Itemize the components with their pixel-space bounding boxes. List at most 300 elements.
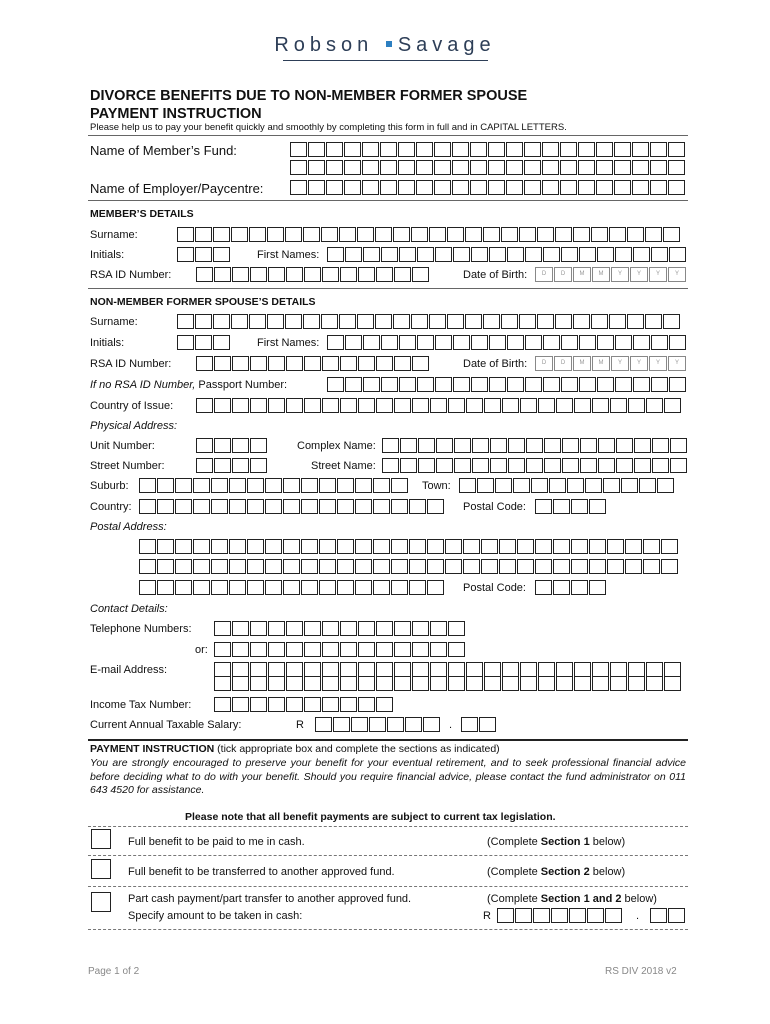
char-box[interactable] [231,314,248,329]
option-transfer-checkbox[interactable] [91,859,111,879]
char-box[interactable] [445,539,462,554]
dob-char-box[interactable]: D [535,267,553,282]
char-box[interactable] [409,499,426,514]
char-box[interactable] [326,160,343,175]
char-box[interactable] [193,478,210,493]
char-box[interactable] [560,142,577,157]
dob-char-box[interactable]: M [592,356,610,371]
char-box[interactable] [315,717,332,732]
char-box[interactable] [232,356,249,371]
dob-char-box[interactable]: M [573,356,591,371]
spouse-id-boxes[interactable] [196,356,430,371]
char-box[interactable] [434,160,451,175]
char-box[interactable] [232,438,249,453]
char-box[interactable] [196,267,213,282]
char-box[interactable] [357,227,374,242]
char-box[interactable] [435,335,452,350]
char-box[interactable] [436,458,453,473]
char-box[interactable] [506,180,523,195]
postal-code-2-boxes[interactable] [535,580,607,595]
char-box[interactable] [453,335,470,350]
char-box[interactable] [519,314,536,329]
char-box[interactable] [290,142,307,157]
char-box[interactable] [484,398,501,413]
char-box[interactable] [322,398,339,413]
char-box[interactable] [434,180,451,195]
char-box[interactable] [363,335,380,350]
char-box[interactable] [634,438,651,453]
char-box[interactable] [592,662,609,677]
char-box[interactable] [286,356,303,371]
char-box[interactable] [448,621,465,636]
char-box[interactable] [459,478,476,493]
char-box[interactable] [247,559,264,574]
char-box[interactable] [283,499,300,514]
char-box[interactable] [646,398,663,413]
char-box[interactable] [304,676,321,691]
char-box[interactable] [303,314,320,329]
char-box[interactable] [632,180,649,195]
char-box[interactable] [358,621,375,636]
char-box[interactable] [589,499,606,514]
char-box[interactable] [652,458,669,473]
char-box[interactable] [643,539,660,554]
char-box[interactable] [357,314,374,329]
char-box[interactable] [598,438,615,453]
char-box[interactable] [301,478,318,493]
char-box[interactable] [549,478,566,493]
char-box[interactable] [381,247,398,262]
char-box[interactable] [345,247,362,262]
char-box[interactable] [177,247,194,262]
dob-char-box[interactable]: Y [649,356,667,371]
char-box[interactable] [177,227,194,242]
char-box[interactable] [232,676,249,691]
dob-char-box[interactable]: D [554,267,572,282]
char-box[interactable] [553,539,570,554]
char-box[interactable] [447,314,464,329]
char-box[interactable] [139,539,156,554]
char-box[interactable] [668,142,685,157]
char-box[interactable] [651,377,668,392]
char-box[interactable] [488,180,505,195]
unit-number-boxes[interactable] [196,438,268,453]
char-box[interactable] [333,717,350,732]
char-box[interactable] [663,314,680,329]
char-box[interactable] [533,908,550,923]
char-box[interactable] [213,227,230,242]
char-box[interactable] [561,335,578,350]
char-box[interactable] [250,642,267,657]
char-box[interactable] [526,458,543,473]
specify-rand-boxes[interactable] [497,908,623,923]
char-box[interactable] [399,335,416,350]
char-box[interactable] [409,559,426,574]
char-box[interactable] [597,247,614,262]
char-box[interactable] [214,642,231,657]
dob-char-box[interactable]: M [573,267,591,282]
char-box[interactable] [650,160,667,175]
char-box[interactable] [483,314,500,329]
char-box[interactable] [535,559,552,574]
char-box[interactable] [286,398,303,413]
char-box[interactable] [609,227,626,242]
char-box[interactable] [394,267,411,282]
char-box[interactable] [484,662,501,677]
char-box[interactable] [326,180,343,195]
char-box[interactable] [249,227,266,242]
char-box[interactable] [301,559,318,574]
char-box[interactable] [195,335,212,350]
char-box[interactable] [597,377,614,392]
char-box[interactable] [177,335,194,350]
char-box[interactable] [524,160,541,175]
char-box[interactable] [399,377,416,392]
char-box[interactable] [453,247,470,262]
char-box[interactable] [616,438,633,453]
char-box[interactable] [651,247,668,262]
char-box[interactable] [625,539,642,554]
char-box[interactable] [650,908,667,923]
char-box[interactable] [211,539,228,554]
char-box[interactable] [358,697,375,712]
char-box[interactable] [391,559,408,574]
char-box[interactable] [229,559,246,574]
char-box[interactable] [551,908,568,923]
char-box[interactable] [322,662,339,677]
char-box[interactable] [452,180,469,195]
char-box[interactable] [340,662,357,677]
char-box[interactable] [661,539,678,554]
char-box[interactable] [571,580,588,595]
char-box[interactable] [175,478,192,493]
char-box[interactable] [531,478,548,493]
char-box[interactable] [283,478,300,493]
char-box[interactable] [520,398,537,413]
char-box[interactable] [573,227,590,242]
char-box[interactable] [358,642,375,657]
char-box[interactable] [214,697,231,712]
char-box[interactable] [452,160,469,175]
salary-rand-boxes[interactable] [315,717,441,732]
char-box[interactable] [663,227,680,242]
char-box[interactable] [321,314,338,329]
char-box[interactable] [610,676,627,691]
char-box[interactable] [375,314,392,329]
char-box[interactable] [430,621,447,636]
char-box[interactable] [517,539,534,554]
char-box[interactable] [268,356,285,371]
char-box[interactable] [322,642,339,657]
char-box[interactable] [628,398,645,413]
char-box[interactable] [327,377,344,392]
char-box[interactable] [448,662,465,677]
street-number-boxes[interactable] [196,458,268,473]
option-cash-checkbox[interactable] [91,829,111,849]
char-box[interactable] [265,499,282,514]
char-box[interactable] [571,539,588,554]
char-box[interactable] [610,662,627,677]
char-box[interactable] [213,247,230,262]
char-box[interactable] [589,580,606,595]
char-box[interactable] [580,438,597,453]
char-box[interactable] [213,335,230,350]
char-box[interactable] [391,478,408,493]
char-box[interactable] [562,458,579,473]
char-box[interactable] [394,356,411,371]
char-box[interactable] [434,142,451,157]
char-box[interactable] [465,227,482,242]
char-box[interactable] [358,398,375,413]
member-firstnames-boxes[interactable] [327,247,687,262]
char-box[interactable] [400,458,417,473]
char-box[interactable] [139,559,156,574]
char-box[interactable] [668,180,685,195]
char-box[interactable] [488,160,505,175]
char-box[interactable] [322,697,339,712]
char-box[interactable] [195,227,212,242]
char-box[interactable] [382,458,399,473]
char-box[interactable] [376,267,393,282]
dob-char-box[interactable]: Y [668,267,686,282]
char-box[interactable] [304,642,321,657]
char-box[interactable] [470,160,487,175]
char-box[interactable] [416,160,433,175]
char-box[interactable] [650,180,667,195]
char-box[interactable] [430,398,447,413]
char-box[interactable] [337,580,354,595]
char-box[interactable] [394,676,411,691]
char-box[interactable] [578,160,595,175]
char-box[interactable] [196,438,213,453]
char-box[interactable] [362,160,379,175]
char-box[interactable] [448,676,465,691]
char-box[interactable] [193,580,210,595]
char-box[interactable] [157,539,174,554]
char-box[interactable] [544,458,561,473]
char-box[interactable] [250,398,267,413]
char-box[interactable] [327,247,344,262]
char-box[interactable] [477,478,494,493]
char-box[interactable] [398,180,415,195]
char-box[interactable] [398,142,415,157]
char-box[interactable] [538,676,555,691]
char-box[interactable] [429,314,446,329]
char-box[interactable] [543,335,560,350]
char-box[interactable] [598,458,615,473]
char-box[interactable] [555,314,572,329]
char-box[interactable] [232,697,249,712]
char-box[interactable] [345,377,362,392]
char-box[interactable] [196,356,213,371]
char-box[interactable] [340,642,357,657]
char-box[interactable] [394,642,411,657]
char-box[interactable] [670,458,687,473]
option-part-checkbox[interactable] [91,892,111,912]
char-box[interactable] [362,180,379,195]
char-box[interactable] [481,559,498,574]
char-box[interactable] [301,499,318,514]
char-box[interactable] [513,478,530,493]
char-box[interactable] [418,438,435,453]
char-box[interactable] [447,227,464,242]
char-box[interactable] [535,539,552,554]
char-box[interactable] [380,160,397,175]
char-box[interactable] [409,580,426,595]
specify-cents-boxes[interactable] [650,908,686,923]
char-box[interactable] [607,539,624,554]
char-box[interactable] [580,458,597,473]
char-box[interactable] [232,458,249,473]
char-box[interactable] [304,398,321,413]
char-box[interactable] [265,580,282,595]
char-box[interactable] [399,247,416,262]
char-box[interactable] [373,499,390,514]
char-box[interactable] [382,438,399,453]
char-box[interactable] [232,267,249,282]
char-box[interactable] [418,458,435,473]
char-box[interactable] [628,662,645,677]
char-box[interactable] [268,697,285,712]
char-box[interactable] [283,539,300,554]
char-box[interactable] [427,499,444,514]
char-box[interactable] [358,676,375,691]
char-box[interactable] [380,142,397,157]
char-box[interactable] [319,580,336,595]
char-box[interactable] [490,438,507,453]
char-box[interactable] [517,559,534,574]
char-box[interactable] [229,580,246,595]
char-box[interactable] [645,314,662,329]
char-box[interactable] [669,335,686,350]
char-box[interactable] [661,559,678,574]
char-box[interactable] [574,662,591,677]
char-box[interactable] [157,580,174,595]
passport-boxes[interactable] [327,377,687,392]
char-box[interactable] [471,335,488,350]
char-box[interactable] [633,377,650,392]
char-box[interactable] [214,676,231,691]
char-box[interactable] [250,621,267,636]
char-box[interactable] [615,335,632,350]
char-box[interactable] [507,335,524,350]
char-box[interactable] [175,559,192,574]
char-box[interactable] [466,662,483,677]
char-box[interactable] [668,908,685,923]
char-box[interactable] [391,499,408,514]
char-box[interactable] [543,377,560,392]
char-box[interactable] [373,478,390,493]
char-box[interactable] [337,478,354,493]
char-box[interactable] [574,676,591,691]
char-box[interactable] [561,377,578,392]
char-box[interactable] [507,247,524,262]
char-box[interactable] [326,142,343,157]
char-box[interactable] [506,142,523,157]
char-box[interactable] [646,676,663,691]
char-box[interactable] [247,539,264,554]
char-box[interactable] [489,247,506,262]
char-box[interactable] [650,142,667,157]
char-box[interactable] [472,458,489,473]
char-box[interactable] [322,676,339,691]
char-box[interactable] [571,559,588,574]
dob-char-box[interactable]: Y [630,267,648,282]
char-box[interactable] [553,580,570,595]
char-box[interactable] [232,621,249,636]
char-box[interactable] [578,180,595,195]
country-issue-boxes[interactable] [196,398,682,413]
char-box[interactable] [452,142,469,157]
char-box[interactable] [381,335,398,350]
char-box[interactable] [286,697,303,712]
char-box[interactable] [229,478,246,493]
char-box[interactable] [668,160,685,175]
char-box[interactable] [308,160,325,175]
char-box[interactable] [639,478,656,493]
char-box[interactable] [283,580,300,595]
char-box[interactable] [506,160,523,175]
char-box[interactable] [232,398,249,413]
char-box[interactable] [196,398,213,413]
char-box[interactable] [177,314,194,329]
char-box[interactable] [290,160,307,175]
char-box[interactable] [355,499,372,514]
salary-cents-boxes[interactable] [461,717,497,732]
dob-char-box[interactable]: Y [668,356,686,371]
char-box[interactable] [250,458,267,473]
char-box[interactable] [249,314,266,329]
char-box[interactable] [614,142,631,157]
char-box[interactable] [609,314,626,329]
char-box[interactable] [585,478,602,493]
char-box[interactable] [542,142,559,157]
member-dob-boxes[interactable] [535,267,687,282]
char-box[interactable] [411,314,428,329]
telephone-boxes[interactable] [214,621,466,636]
char-box[interactable] [319,539,336,554]
postal-code-boxes[interactable] [535,499,607,514]
char-box[interactable] [412,642,429,657]
char-box[interactable] [175,580,192,595]
dob-char-box[interactable]: Y [649,267,667,282]
spouse-surname-boxes[interactable] [177,314,681,329]
char-box[interactable] [664,662,681,677]
char-box[interactable] [525,335,542,350]
char-box[interactable] [615,377,632,392]
char-box[interactable] [579,377,596,392]
char-box[interactable] [454,438,471,453]
char-box[interactable] [560,180,577,195]
char-box[interactable] [535,580,552,595]
char-box[interactable] [430,662,447,677]
char-box[interactable] [526,438,543,453]
char-box[interactable] [627,227,644,242]
country-boxes[interactable] [139,499,445,514]
char-box[interactable] [373,580,390,595]
char-box[interactable] [363,247,380,262]
char-box[interactable] [463,559,480,574]
char-box[interactable] [664,398,681,413]
char-box[interactable] [344,180,361,195]
char-box[interactable] [461,717,478,732]
char-box[interactable] [502,662,519,677]
char-box[interactable] [304,267,321,282]
fund-name-boxes-row2[interactable] [290,160,686,175]
char-box[interactable] [196,458,213,473]
char-box[interactable] [375,227,392,242]
char-box[interactable] [417,335,434,350]
